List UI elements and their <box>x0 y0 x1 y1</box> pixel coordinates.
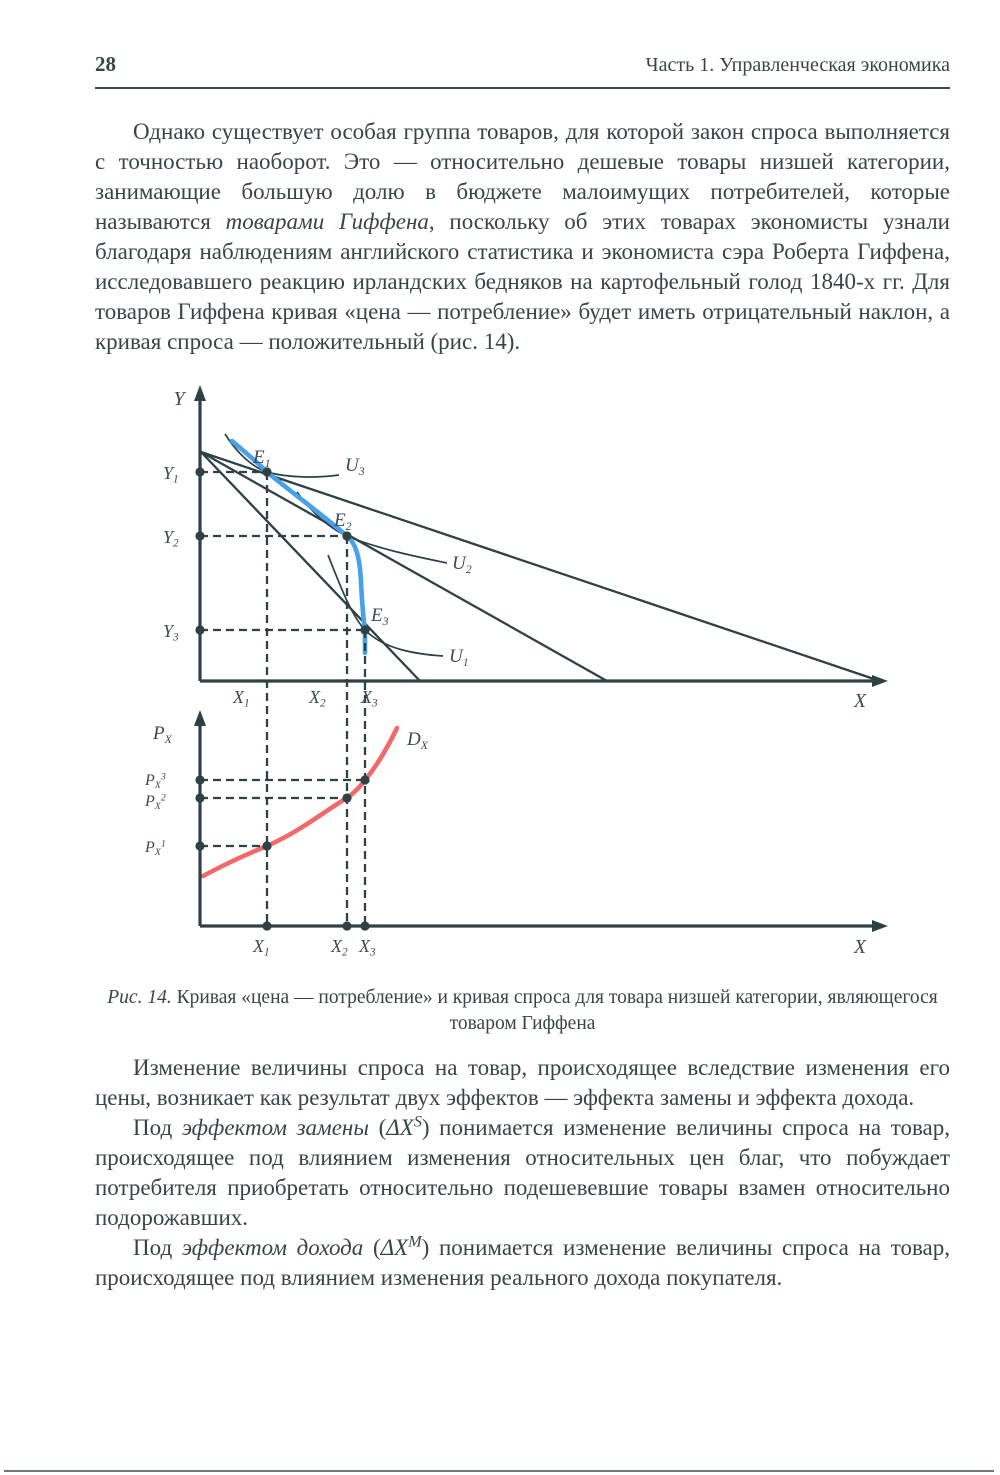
figure-point <box>262 841 271 850</box>
text-segment: ) понимается изменение величины спроса на товар, происходящее под влиянием изменения относительных цен благ, что побуждает потребителя приобретать относительно подешевевшие товары взамен относительно подорожавших. <box>95 1115 950 1230</box>
text-segment: , поскольку об этих товарах экономисты узнали благодаря наблюдениям английского статистика и экономиста сэра Роберта Гиффена, исследовавшего реакцию ирландских бедняков на картофельный голод 1840-х гг. Для товаров Гиффена кривая «цена — потребление» будет иметь отрицательный наклон, а кривая спроса — положительный (рис. 14). <box>95 209 950 354</box>
indifference-curve-u1 <box>328 555 443 656</box>
emphasis-text: эффектом замены <box>181 1115 369 1140</box>
axis-arrowhead <box>872 675 888 687</box>
figure-label: $D_X$ <box>407 729 428 752</box>
figure-point <box>262 921 271 930</box>
figure-label: $X_2$ <box>331 936 348 959</box>
page-number: 28 <box>95 52 116 76</box>
figure-label: $X_1$ <box>253 936 270 959</box>
figure-label: $U_3$ <box>345 455 365 478</box>
emphasis-text: эффектом дохода <box>181 1235 364 1260</box>
paragraph <box>95 1113 950 1233</box>
figure-label: $U_2$ <box>452 553 472 576</box>
figure-point <box>195 625 204 634</box>
emphasis-text: M <box>408 1233 422 1251</box>
figure-point <box>342 793 351 802</box>
page-header <box>95 52 950 89</box>
text-segment: ) понимается изменение величины спроса на товар, происходящее под влиянием изменения реального дохода покупателя. <box>95 1235 950 1290</box>
figure-14-diagram <box>95 379 950 971</box>
axis-arrowhead <box>194 385 206 401</box>
text-segment: Однако существует особая группа товаров, для которой закон спроса выполняется с точностью наоборот. Это — относительно дешевые товары низшей категории, занимающие большую долю в бюджете малоимущих потребителей, которые называются <box>95 119 950 234</box>
text-segment: Под <box>133 1235 182 1260</box>
figure-label: $X_2$ <box>309 687 326 710</box>
emphasis-text: ΔX <box>380 1235 409 1260</box>
emphasis-text: Рис. 14. <box>107 987 172 1008</box>
axis-arrowhead <box>194 710 206 726</box>
body-text-before-figure <box>95 117 950 357</box>
figure-label: $Y_1$ <box>163 463 179 486</box>
figure-point <box>195 531 204 540</box>
figure-point <box>195 775 204 784</box>
figure-label: $X_3$ <box>361 687 378 710</box>
budget-line <box>201 452 874 679</box>
emphasis-text: ΔX <box>386 1115 414 1140</box>
figure-point <box>342 921 351 930</box>
figure-point <box>195 841 204 850</box>
figure-label: $Y_2$ <box>163 527 179 550</box>
figure-label: $E_1$ <box>253 447 271 470</box>
figure-point <box>360 775 369 784</box>
figure-label: Y <box>173 388 185 410</box>
figure-label: $P_X^1$ <box>145 838 166 859</box>
figure-label: $Y_3$ <box>163 621 179 644</box>
indifference-curve-u3 <box>225 434 339 477</box>
figure-label: $P_X^3$ <box>145 771 166 792</box>
emphasis-text: товарами Гиффена <box>225 209 429 234</box>
scan-bottom-edge <box>4 1470 994 1472</box>
text-segment: Под <box>133 1115 182 1140</box>
section-title: Часть 1. Управленческая экономика <box>645 54 950 76</box>
figure-point <box>360 625 369 634</box>
figure-label: X <box>853 690 867 712</box>
figure-label: X <box>853 936 867 958</box>
budget-line <box>201 452 607 681</box>
paragraph <box>95 1053 950 1113</box>
text-segment: Кривая «цена — потребление» и кривая спроса для товара низшей категории, являющегося товаром Гиффена <box>171 987 938 1034</box>
figure-label: $U_1$ <box>449 646 469 669</box>
body-text-after-figure <box>95 1053 950 1293</box>
figure-label: $P_X$ <box>153 723 172 746</box>
emphasis-text: S <box>413 1113 422 1131</box>
figure-14 <box>95 379 950 971</box>
paragraph <box>95 117 950 357</box>
figure-point <box>195 467 204 476</box>
text-segment: Изменение величины спроса на товар, происходящее вследствие изменения его цены, возникает как результат двух эффектов — эффекта замены и эффекта дохода. <box>95 1055 950 1110</box>
figure-label: $P_X^2$ <box>145 792 166 813</box>
text-segment: ( <box>363 1235 381 1260</box>
figure-point <box>195 793 204 802</box>
figure-label: $E_3$ <box>371 605 389 628</box>
figure-label: $X_3$ <box>359 936 376 959</box>
paragraph <box>95 1233 950 1293</box>
axis-arrowhead <box>872 920 888 932</box>
budget-line <box>201 452 420 681</box>
figure-point <box>360 921 369 930</box>
demand-curve <box>203 728 397 876</box>
figure-caption <box>95 985 950 1037</box>
figure-label: $E_2$ <box>334 510 352 533</box>
figure-label: $X_1$ <box>233 687 250 710</box>
text-segment: ( <box>368 1115 387 1140</box>
